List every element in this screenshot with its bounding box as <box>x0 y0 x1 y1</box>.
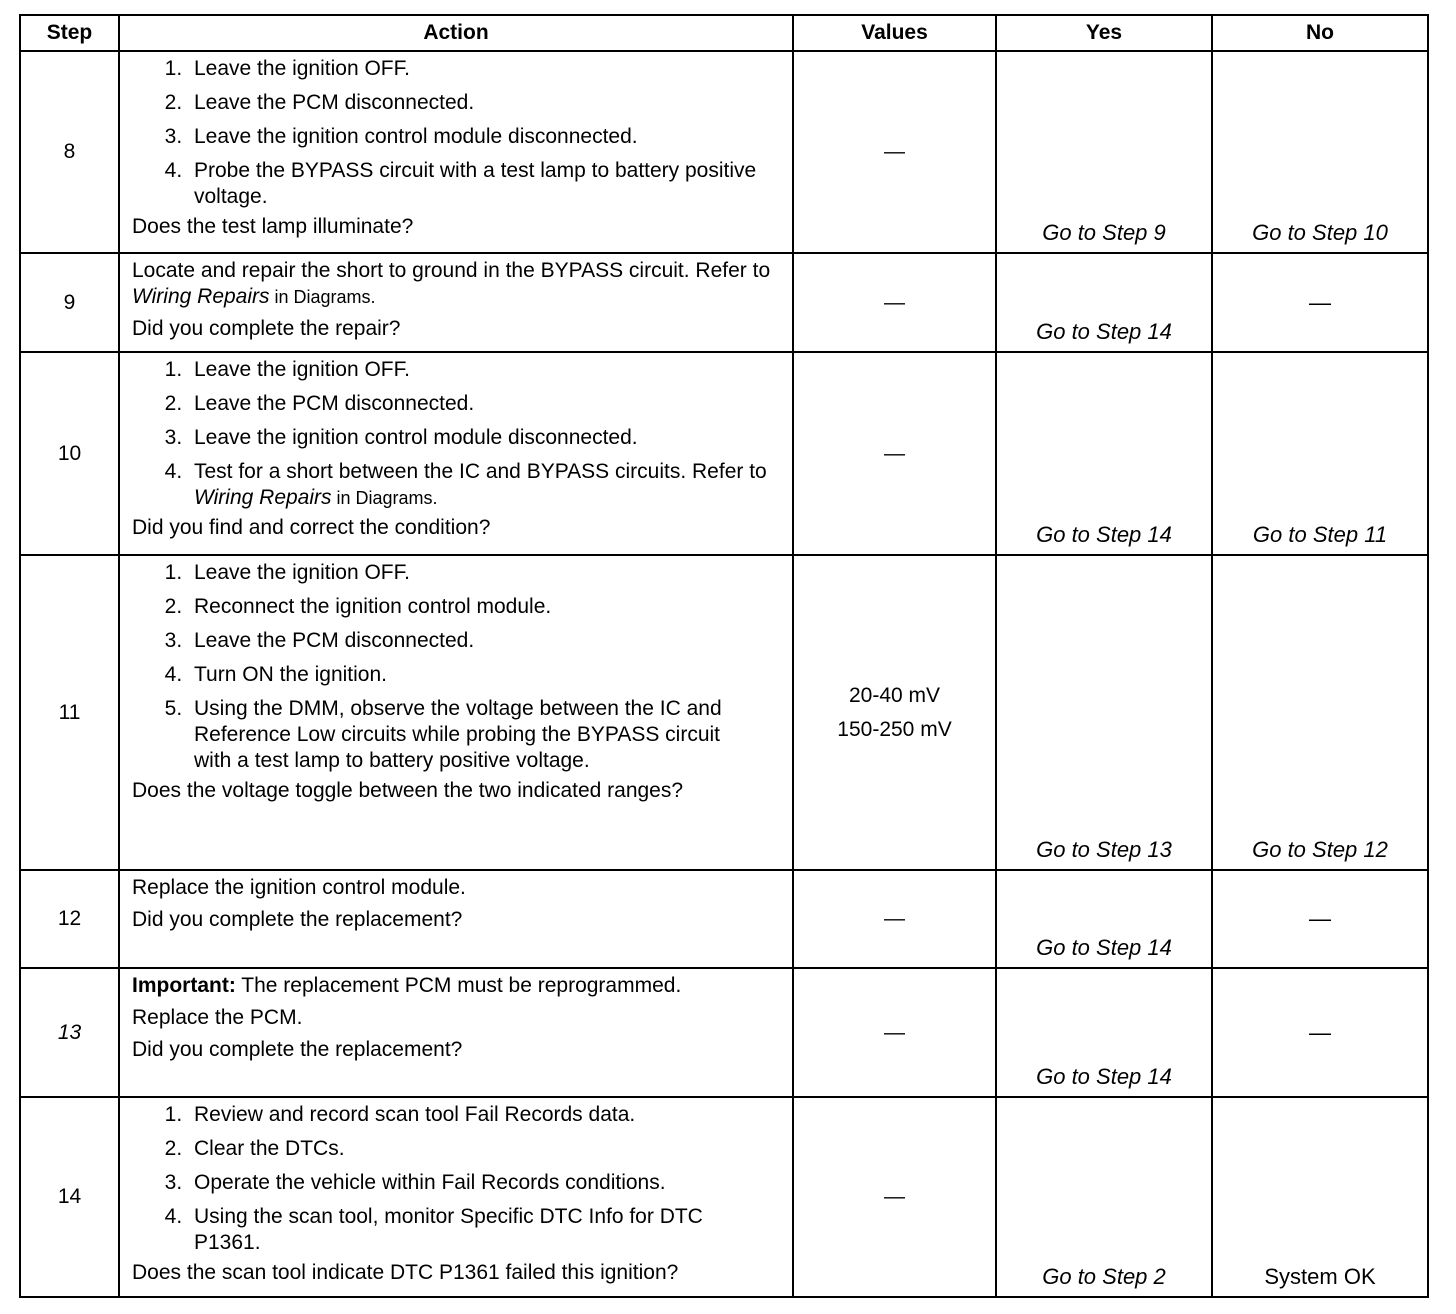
no-cell <box>1212 1097 1428 1297</box>
no-cell <box>1212 968 1428 1097</box>
action-item: 2. Leave the PCM disconnected. <box>188 90 782 116</box>
no-cell <box>1212 51 1428 253</box>
yes-cell <box>996 1097 1212 1297</box>
action-list <box>132 560 782 778</box>
table-row <box>20 555 1428 870</box>
no-result: — <box>1309 289 1331 315</box>
yes-cell <box>996 51 1212 253</box>
yes-cell <box>996 870 1212 968</box>
table-row <box>20 1097 1428 1297</box>
values-cell: — <box>793 253 996 352</box>
action-list <box>132 56 782 214</box>
header-row <box>20 15 1428 51</box>
action-cell <box>119 968 793 1097</box>
value-range-high: 150-250 mV <box>837 717 952 741</box>
yes-result: Go to Step 13 <box>1036 837 1172 862</box>
action-text-part: in Diagrams. <box>331 488 438 508</box>
no-result: System OK <box>1264 1264 1376 1289</box>
action-question: Did you complete the repair? <box>132 317 401 340</box>
no-cell <box>1212 870 1428 968</box>
important-text: The replacement PCM must be reprogrammed. <box>235 974 682 997</box>
yes-cell <box>996 555 1212 870</box>
action-text: Replace the PCM. <box>132 1006 303 1029</box>
yes-result: Go to Step 14 <box>1036 1064 1172 1089</box>
action-cell <box>119 870 793 968</box>
action-question: Did you find and correct the condition? <box>132 516 491 539</box>
diagnostic-table <box>19 14 1429 1298</box>
table-row <box>20 253 1428 352</box>
header-yes: Yes <box>996 15 1212 51</box>
action-question: Did you complete the replacement? <box>132 1038 463 1061</box>
yes-result: Go to Step 9 <box>1042 220 1166 245</box>
action-text-part: in Diagrams. <box>269 287 376 307</box>
no-result: — <box>1309 1019 1331 1045</box>
action-item: 2. Reconnect the ignition control module. <box>188 594 782 620</box>
action-item: 3. Leave the ignition control module disconnected. <box>188 425 782 451</box>
action-cell <box>119 555 793 870</box>
step-number: 8 <box>20 51 119 253</box>
important-note <box>132 973 782 999</box>
value-range-low: 20-40 mV <box>848 683 941 707</box>
action-item: 1. Leave the ignition OFF. <box>188 56 782 82</box>
action-item: 4. Probe the BYPASS circuit with a test lamp to battery positive voltage. <box>188 158 782 210</box>
action-text-emphasis: Wiring Repairs <box>132 285 270 308</box>
action-question: Does the voltage toggle between the two indicated ranges? <box>132 779 684 802</box>
action-list <box>132 357 782 515</box>
action-cell <box>119 51 793 253</box>
header-values: Values <box>793 15 996 51</box>
step-number: 9 <box>20 253 119 352</box>
values-cell: — <box>793 1097 996 1297</box>
header-step: Step <box>20 15 119 51</box>
values-cell: — <box>793 870 996 968</box>
action-item: 4. Turn ON the ignition. <box>188 662 782 688</box>
header-no: No <box>1212 15 1428 51</box>
action-list <box>132 1102 782 1260</box>
yes-result: Go to Step 14 <box>1036 935 1172 960</box>
no-cell <box>1212 352 1428 555</box>
action-item: 1. Review and record scan tool Fail Records data. <box>188 1102 782 1128</box>
action-item: 5. Using the DMM, observe the voltage between the IC and Reference Low circuits while probing the BYPASS circuit with a test lamp to battery positive voltage. <box>188 696 782 774</box>
values-cell <box>793 555 996 870</box>
important-label: Important: <box>132 974 236 997</box>
action-question: Did you complete the replacement? <box>132 908 463 931</box>
action-cell <box>119 352 793 555</box>
action-text <box>132 258 782 310</box>
action-text-part: Locate and repair the short to ground in the BYPASS circuit. Refer to <box>132 259 771 282</box>
action-question: Does the scan tool indicate DTC P1361 failed this ignition? <box>132 1261 679 1284</box>
action-item: 3. Operate the vehicle within Fail Records conditions. <box>188 1170 782 1196</box>
action-item: 2. Leave the PCM disconnected. <box>188 391 782 417</box>
step-number: 11 <box>20 555 119 870</box>
table-row <box>20 870 1428 968</box>
action-item: 2. Clear the DTCs. <box>188 1136 782 1162</box>
action-item: 1. Leave the ignition OFF. <box>188 357 782 383</box>
step-number: 10 <box>20 352 119 555</box>
action-cell <box>119 253 793 352</box>
no-result: — <box>1309 906 1331 931</box>
yes-result: Go to Step 14 <box>1036 522 1172 547</box>
table-row <box>20 968 1428 1097</box>
no-result: Go to Step 12 <box>1252 837 1388 862</box>
step-number: 12 <box>20 870 119 968</box>
values-cell: — <box>793 352 996 555</box>
no-cell <box>1212 555 1428 870</box>
yes-result: Go to Step 2 <box>1042 1264 1166 1289</box>
action-item: 3. Leave the ignition control module disconnected. <box>188 124 782 150</box>
action-question: Does the test lamp illuminate? <box>132 215 414 238</box>
action-item <box>188 459 782 511</box>
no-result: Go to Step 10 <box>1252 220 1388 245</box>
action-text-emphasis: Wiring Repairs <box>194 486 332 509</box>
values-cell: — <box>793 968 996 1097</box>
yes-cell <box>996 253 1212 352</box>
action-item: 1. Leave the ignition OFF. <box>188 560 782 586</box>
yes-result: Go to Step 14 <box>1036 319 1172 344</box>
no-result: Go to Step 11 <box>1252 522 1388 547</box>
values-cell: — <box>793 51 996 253</box>
action-item: 4. Using the scan tool, monitor Specific DTC Info for DTC P1361. <box>188 1204 782 1256</box>
action-text-part: Test for a short between the IC and BYPASS circuits. Refer to <box>194 460 767 483</box>
no-cell <box>1212 253 1428 352</box>
table-row <box>20 51 1428 253</box>
action-cell <box>119 1097 793 1297</box>
yes-cell <box>996 968 1212 1097</box>
header-action: Action <box>119 15 793 51</box>
step-number: 13 <box>20 968 119 1097</box>
step-number: 14 <box>20 1097 119 1297</box>
action-item: 3. Leave the PCM disconnected. <box>188 628 782 654</box>
yes-cell <box>996 352 1212 555</box>
table-row <box>20 352 1428 555</box>
action-text: Replace the ignition control module. <box>132 876 466 899</box>
